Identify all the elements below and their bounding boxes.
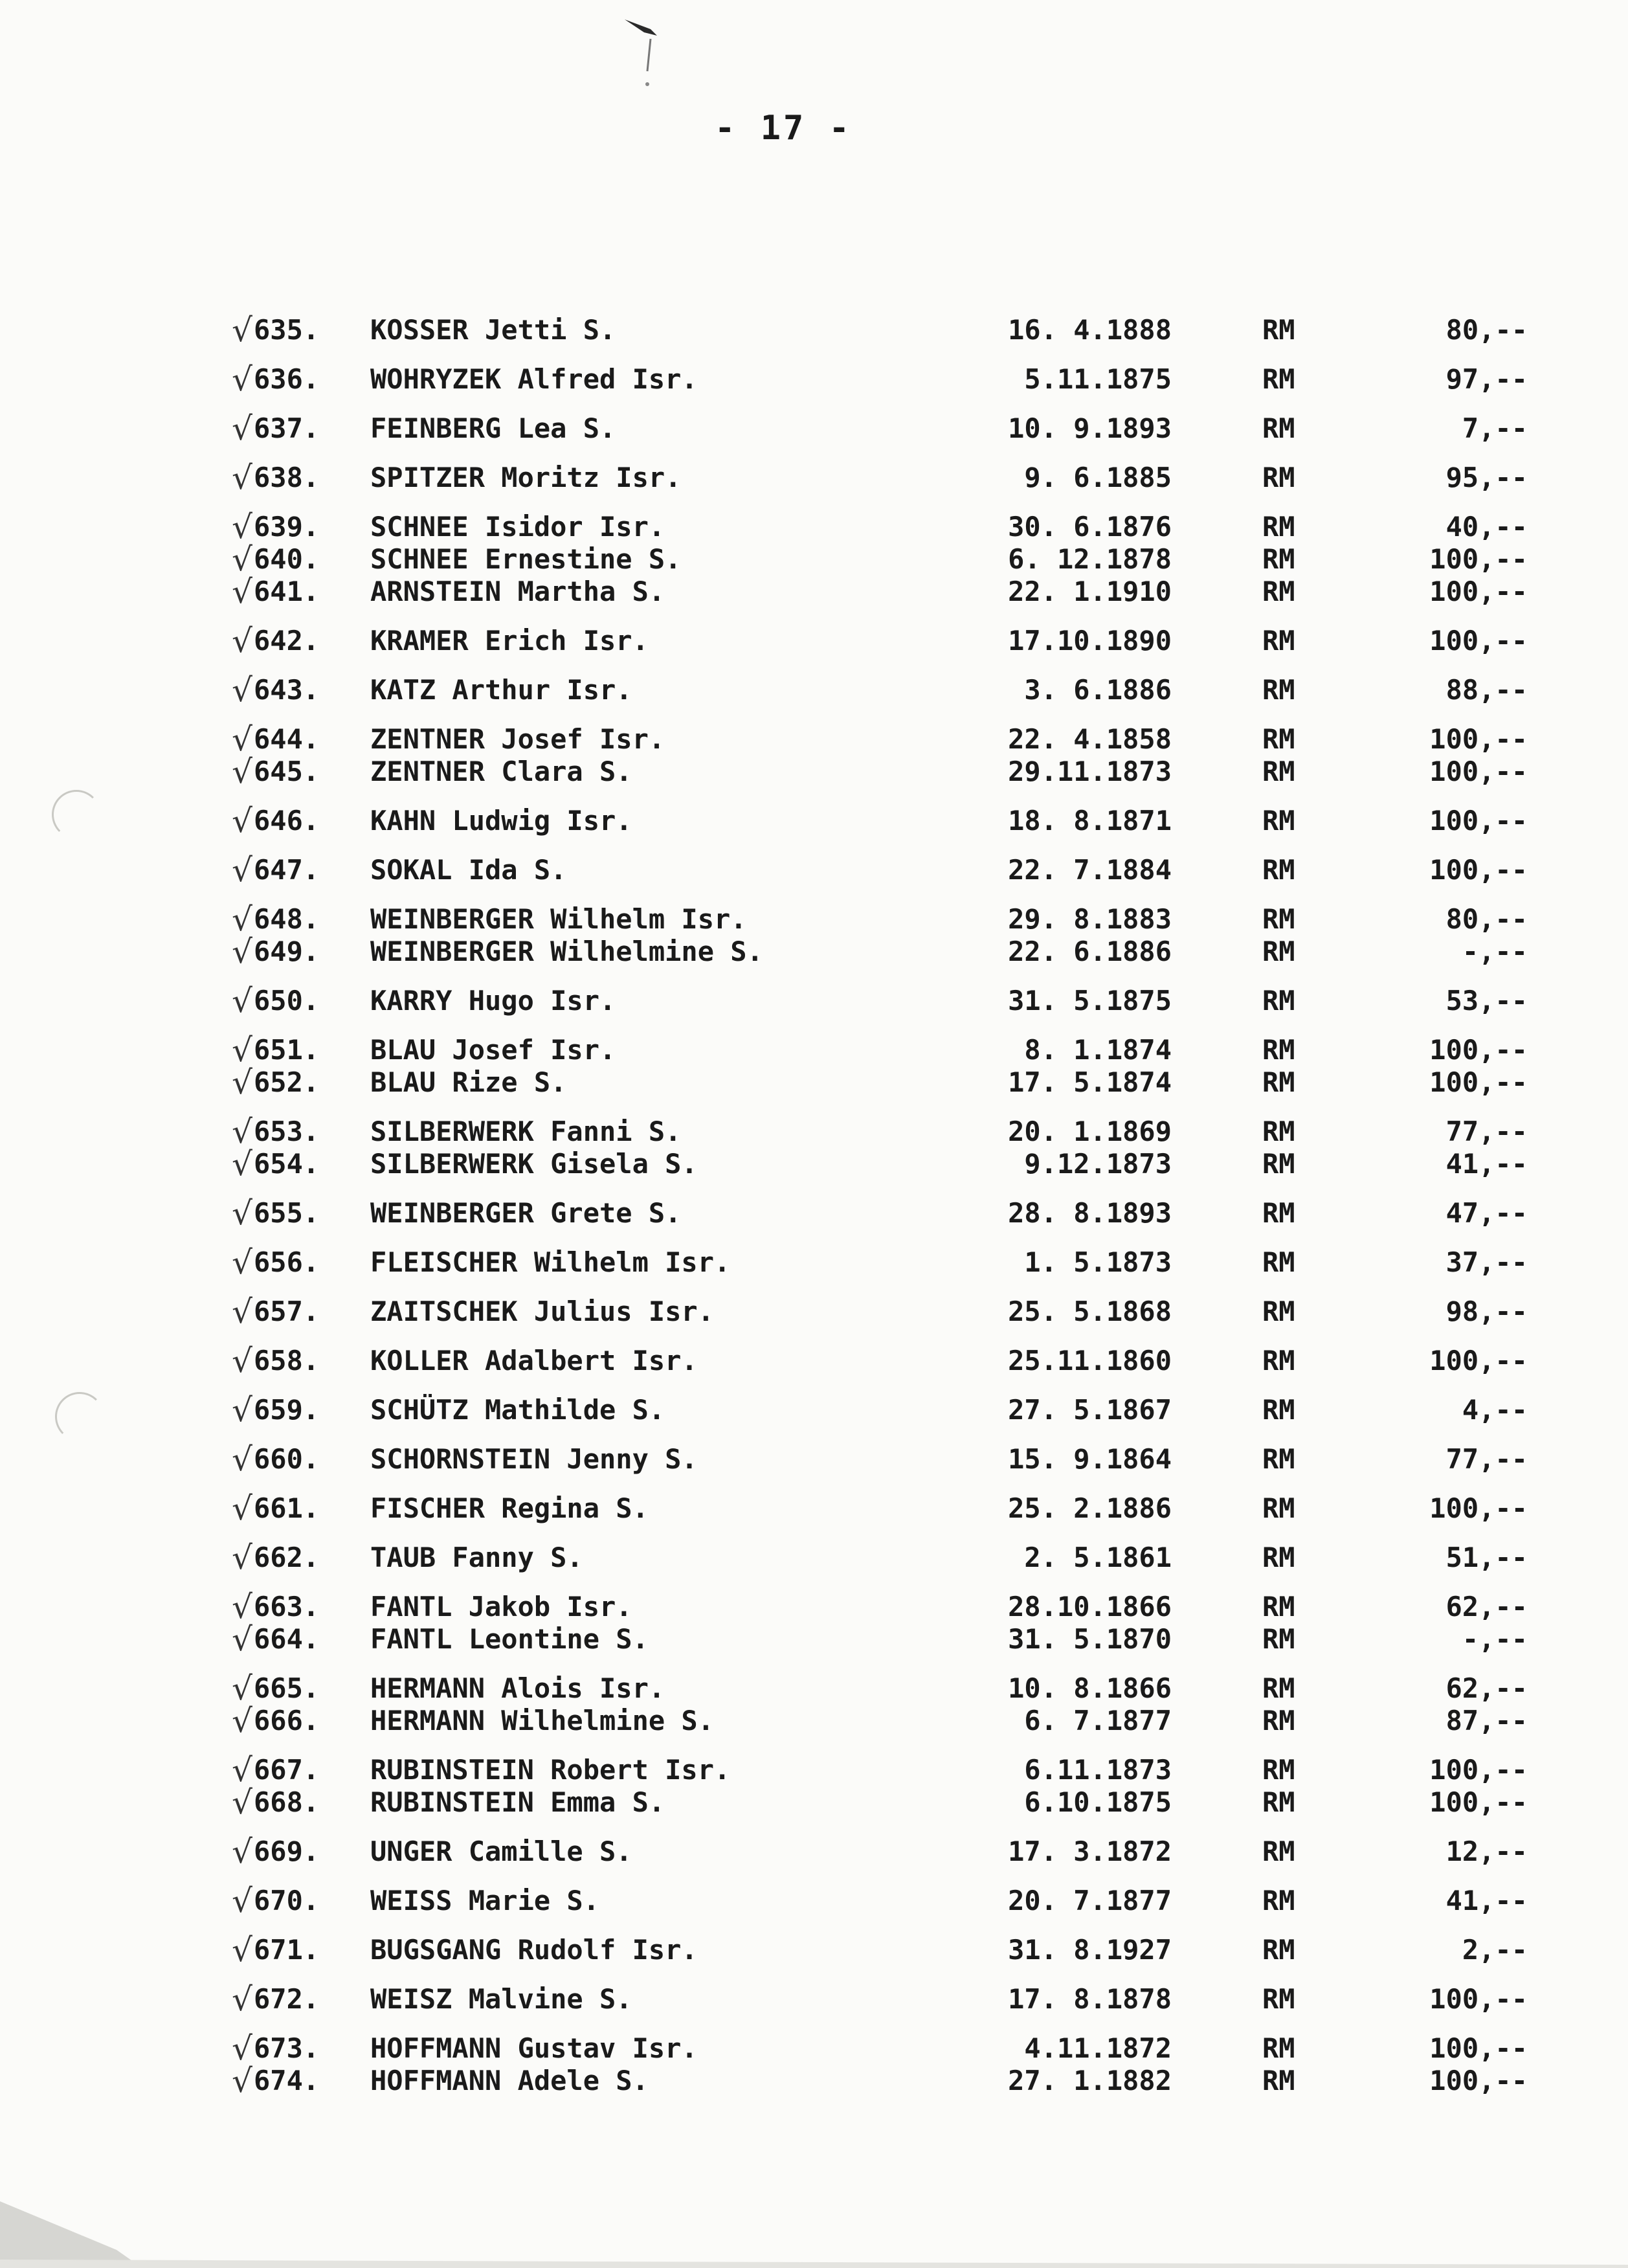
birth-date: 5.11.1875 [1024,363,1172,395]
person-name: BUGSGANG Rudolf Isr. [370,1934,698,1966]
amount-value: 12,-- [1445,1836,1528,1867]
amount-value: 100,-- [1429,1066,1528,1098]
currency-label: RM [1262,1705,1295,1736]
birth-date: 27. 5.1867 [1008,1394,1172,1426]
currency-label: RM [1262,1934,1295,1966]
currency-label: RM [1262,1983,1295,2015]
check-mark: √ [232,1621,252,1658]
birth-date: 9.12.1873 [1024,1148,1172,1180]
currency-label: RM [1262,462,1295,493]
birth-date: 29. 8.1883 [1008,903,1172,935]
currency-label: RM [1262,543,1295,575]
birth-date: 22. 4.1858 [1008,723,1172,755]
currency-label: RM [1262,2032,1295,2064]
currency-label: RM [1262,1623,1295,1655]
check-mark: √ [232,2062,252,2100]
table-row [0,901,1628,938]
currency-label: RM [1262,1786,1295,1818]
table-row [0,983,1628,1019]
currency-label: RM [1262,576,1295,607]
amount-value: 98,-- [1445,1296,1528,1327]
amount-value: 80,-- [1445,903,1528,935]
currency-label: RM [1262,805,1295,836]
currency-label: RM [1262,412,1295,444]
check-mark: √ [232,311,252,349]
amount-value: 100,-- [1429,1345,1528,1376]
entry-number: 656. [254,1246,320,1278]
person-name: ZENTNER Clara S. [370,756,632,787]
amount-value: 100,-- [1429,2032,1528,2064]
table-row [0,1064,1628,1101]
check-mark: √ [232,1195,252,1232]
table-row [0,934,1628,970]
currency-label: RM [1262,1345,1295,1376]
person-name: FANTL Leontine S. [370,1623,649,1655]
currency-label: RM [1262,723,1295,755]
person-name: SCHNEE Isidor Isr. [370,511,665,543]
amount-value: 100,-- [1429,1754,1528,1786]
person-name: FISCHER Regina S. [370,1492,649,1524]
person-name: KATZ Arthur Isr. [370,674,632,706]
currency-label: RM [1262,1885,1295,1916]
entry-number: 641. [254,576,320,607]
birth-date: 25. 2.1886 [1008,1492,1172,1524]
birth-date: 6. 12.1878 [1008,543,1172,575]
table-row [0,2063,1628,2099]
amount-value: 80,-- [1445,314,1528,346]
table-row [0,1490,1628,1527]
birth-date: 31. 5.1870 [1008,1623,1172,1655]
birth-date: 10. 8.1866 [1008,1672,1172,1704]
entry-number: 652. [254,1066,320,1098]
currency-label: RM [1262,1066,1295,1098]
amount-value: 100,-- [1429,1492,1528,1524]
check-mark: √ [232,1833,252,1870]
amount-value: 100,-- [1429,625,1528,657]
amount-value: 100,-- [1429,1786,1528,1818]
entry-number: 660. [254,1443,320,1475]
amount-value: 40,-- [1445,511,1528,543]
person-name: WEINBERGER Wilhelm Isr. [370,903,747,935]
table-row [0,803,1628,839]
amount-value: 95,-- [1445,462,1528,493]
entry-number: 649. [254,936,320,967]
birth-date: 6. 7.1877 [1024,1705,1172,1736]
entry-number: 635. [254,314,320,346]
birth-date: 6.10.1875 [1024,1786,1172,1818]
check-mark: √ [232,1931,252,1969]
person-name: HOFFMANN Gustav Isr. [370,2032,698,2064]
birth-date: 28.10.1866 [1008,1591,1172,1622]
person-name: SCHNEE Ernestine S. [370,543,682,575]
person-name: RUBINSTEIN Robert Isr. [370,1754,731,1786]
currency-label: RM [1262,511,1295,543]
table-row [0,1195,1628,1231]
entry-number: 638. [254,462,320,493]
table-row [0,574,1628,610]
check-mark: √ [232,753,252,791]
table-row [0,2030,1628,2067]
amount-value: 37,-- [1445,1246,1528,1278]
table-row [0,1621,1628,1657]
check-mark: √ [232,1441,252,1478]
person-name: SILBERWERK Gisela S. [370,1148,698,1180]
check-mark: √ [232,802,252,840]
person-name: KAHN Ludwig Isr. [370,805,632,836]
amount-value: 62,-- [1445,1591,1528,1622]
person-name: WEISS Marie S. [370,1885,600,1916]
birth-date: 25. 5.1868 [1008,1296,1172,1327]
check-mark: √ [232,508,252,546]
person-name: KRAMER Erich Isr. [370,625,649,657]
birth-date: 29.11.1873 [1008,756,1172,787]
check-mark: √ [232,721,252,758]
entry-number: 637. [254,412,320,444]
entry-number: 657. [254,1296,320,1327]
person-name: FEINBERG Lea S. [370,412,616,444]
table-row [0,541,1628,578]
currency-label: RM [1262,314,1295,346]
person-name: WEINBERGER Wilhelmine S. [370,936,763,967]
check-mark: √ [232,573,252,611]
currency-label: RM [1262,674,1295,706]
check-mark: √ [232,982,252,1020]
person-name: KOLLER Adalbert Isr. [370,1345,698,1376]
check-mark: √ [232,1244,252,1281]
person-name: SILBERWERK Fanni S. [370,1116,682,1147]
birth-date: 22. 1.1910 [1008,576,1172,607]
amount-value: -,-- [1462,1623,1528,1655]
person-name: SCHORNSTEIN Jenny S. [370,1443,698,1475]
currency-label: RM [1262,363,1295,395]
birth-date: 3. 6.1886 [1024,674,1172,706]
birth-date: 2. 5.1861 [1024,1542,1172,1573]
birth-date: 17. 3.1872 [1008,1836,1172,1867]
entry-number: 643. [254,674,320,706]
amount-value: 51,-- [1445,1542,1528,1573]
currency-label: RM [1262,1296,1295,1327]
amount-value: 2,-- [1462,1934,1528,1966]
amount-value: 47,-- [1445,1197,1528,1229]
entry-number: 662. [254,1542,320,1573]
birth-date: 31. 5.1875 [1008,985,1172,1016]
table-row [0,361,1628,398]
entry-number: 655. [254,1197,320,1229]
check-mark: √ [232,1981,252,2018]
check-mark: √ [232,1588,252,1626]
birth-date: 6.11.1873 [1024,1754,1172,1786]
entry-number: 653. [254,1116,320,1147]
amount-value: 41,-- [1445,1148,1528,1180]
table-row [0,1932,1628,1968]
entry-number: 671. [254,1934,320,1966]
birth-date: 30. 6.1876 [1008,511,1172,543]
entry-number: 658. [254,1345,320,1376]
amount-value: 4,-- [1462,1394,1528,1426]
birth-date: 16. 4.1888 [1008,314,1172,346]
table-row [0,1032,1628,1068]
check-mark: √ [232,1145,252,1183]
ink-smudge-mark [621,13,680,97]
entry-number: 668. [254,1786,320,1818]
amount-value: 77,-- [1445,1443,1528,1475]
currency-label: RM [1262,985,1295,1016]
currency-label: RM [1262,1542,1295,1573]
currency-label: RM [1262,1394,1295,1426]
check-mark: √ [232,1113,252,1151]
table-row [0,1883,1628,1919]
entry-number: 661. [254,1492,320,1524]
person-name: SOKAL Ida S. [370,854,567,886]
birth-date: 28. 8.1893 [1008,1197,1172,1229]
table-row [0,1392,1628,1428]
entry-number: 651. [254,1034,320,1066]
entry-number: 645. [254,756,320,787]
entry-number: 664. [254,1623,320,1655]
currency-label: RM [1262,854,1295,886]
birth-date: 18. 8.1871 [1008,805,1172,836]
check-mark: √ [232,1031,252,1069]
table-row [0,1540,1628,1576]
person-name: WOHRYZEK Alfred Isr. [370,363,698,395]
amount-value: 53,-- [1445,985,1528,1016]
birth-date: 17.10.1890 [1008,625,1172,657]
check-mark: √ [232,1670,252,1707]
table-row [0,1244,1628,1281]
check-mark: √ [232,2030,252,2067]
table-row [0,410,1628,447]
entry-number: 673. [254,2032,320,2064]
person-name: HERMANN Alois Isr. [370,1672,665,1704]
check-mark: √ [232,1702,252,1740]
person-name: FLEISCHER Wilhelm Isr. [370,1246,731,1278]
entry-number: 674. [254,2065,320,2096]
table-row [0,1146,1628,1182]
check-mark: √ [232,1490,252,1527]
birth-date: 1. 5.1873 [1024,1246,1172,1278]
birth-date: 10. 9.1893 [1008,412,1172,444]
birth-date: 17. 5.1874 [1008,1066,1172,1098]
table-row [0,312,1628,348]
check-mark: √ [232,1751,252,1789]
amount-value: 100,-- [1429,805,1528,836]
birth-date: 4.11.1872 [1024,2032,1172,2064]
table-row [0,1441,1628,1477]
entry-number: 667. [254,1754,320,1786]
currency-label: RM [1262,903,1295,935]
check-mark: √ [232,410,252,447]
check-mark: √ [232,1539,252,1577]
amount-value: 97,-- [1445,363,1528,395]
person-name: FANTL Jakob Isr. [370,1591,632,1622]
currency-label: RM [1262,1148,1295,1180]
currency-label: RM [1262,1116,1295,1147]
currency-label: RM [1262,1443,1295,1475]
check-mark: √ [232,671,252,709]
person-name: KARRY Hugo Isr. [370,985,616,1016]
currency-label: RM [1262,1034,1295,1066]
table-row [0,754,1628,790]
table-row [0,509,1628,545]
amount-value: 100,-- [1429,543,1528,575]
check-mark: √ [232,361,252,398]
entry-number: 654. [254,1148,320,1180]
entry-number: 670. [254,1885,320,1916]
person-name: WEISZ Malvine S. [370,1983,632,2015]
currency-label: RM [1262,1836,1295,1867]
entry-number: 666. [254,1705,320,1736]
page-number: - 17 - [715,109,852,148]
currency-label: RM [1262,1754,1295,1786]
person-name: SPITZER Moritz Isr. [370,462,682,493]
amount-value: 87,-- [1445,1705,1528,1736]
check-mark: √ [232,622,252,660]
birth-date: 9. 6.1885 [1024,462,1172,493]
check-mark: √ [232,1342,252,1380]
table-row [0,672,1628,708]
birth-date: 15. 9.1864 [1008,1443,1172,1475]
currency-label: RM [1262,936,1295,967]
table-row [0,623,1628,659]
table-row [0,1670,1628,1707]
person-name: KOSSER Jetti S. [370,314,616,346]
table-row [0,460,1628,496]
check-mark: √ [232,1882,252,1920]
currency-label: RM [1262,1672,1295,1704]
person-name: ZENTNER Josef Isr. [370,723,665,755]
person-name: BLAU Rize S. [370,1066,567,1098]
person-name: RUBINSTEIN Emma S. [370,1786,665,1818]
table-row [0,1589,1628,1625]
check-mark: √ [232,1784,252,1821]
entry-number: 644. [254,723,320,755]
person-name: TAUB Fanny S. [370,1542,583,1573]
amount-value: 41,-- [1445,1885,1528,1916]
person-name: SCHÜTZ Mathilde S. [370,1394,665,1426]
amount-value: 100,-- [1429,854,1528,886]
birth-date: 20. 7.1877 [1008,1885,1172,1916]
birth-date: 27. 1.1882 [1008,2065,1172,2096]
entry-number: 636. [254,363,320,395]
entry-number: 650. [254,985,320,1016]
currency-label: RM [1262,2065,1295,2096]
amount-value: 100,-- [1429,576,1528,607]
person-name: BLAU Josef Isr. [370,1034,616,1066]
birth-date: 22. 6.1886 [1008,936,1172,967]
check-mark: √ [232,1064,252,1101]
birth-date: 31. 8.1927 [1008,1934,1172,1966]
table-row [0,1703,1628,1739]
currency-label: RM [1262,1197,1295,1229]
amount-value: 100,-- [1429,723,1528,755]
amount-value: 62,-- [1445,1672,1528,1704]
amount-value: 7,-- [1462,412,1528,444]
table-row [0,1343,1628,1379]
entry-number: 672. [254,1983,320,2015]
entry-number: 639. [254,511,320,543]
currency-label: RM [1262,756,1295,787]
check-mark: √ [232,541,252,578]
table-row [0,1114,1628,1150]
person-name: WEINBERGER Grete S. [370,1197,682,1229]
amount-value: 100,-- [1429,2065,1528,2096]
entry-number: 646. [254,805,320,836]
entry-number: 659. [254,1394,320,1426]
currency-label: RM [1262,1492,1295,1524]
entry-number: 647. [254,854,320,886]
check-mark: √ [232,1293,252,1330]
person-name: HERMANN Wilhelmine S. [370,1705,715,1736]
check-mark: √ [232,901,252,938]
entry-number: 665. [254,1672,320,1704]
amount-value: 77,-- [1445,1116,1528,1147]
table-row [0,1981,1628,2017]
person-name: UNGER Camille S. [370,1836,632,1867]
birth-date: 25.11.1860 [1008,1345,1172,1376]
currency-label: RM [1262,1591,1295,1622]
table-row [0,1784,1628,1821]
person-name: HOFFMANN Adele S. [370,2065,649,2096]
amount-value: 100,-- [1429,1983,1528,2015]
check-mark: √ [232,1391,252,1429]
table-row [0,1752,1628,1788]
table-row [0,1834,1628,1870]
currency-label: RM [1262,625,1295,657]
birth-date: 22. 7.1884 [1008,854,1172,886]
table-row [0,852,1628,888]
person-name: ARNSTEIN Martha S. [370,576,665,607]
entry-number: 648. [254,903,320,935]
torn-page-edge [0,2188,1628,2268]
entry-number: 669. [254,1836,320,1867]
currency-label: RM [1262,1246,1295,1278]
person-name: ZAITSCHEK Julius Isr. [370,1296,715,1327]
amount-value: 100,-- [1429,756,1528,787]
check-mark: √ [232,851,252,889]
amount-value: -,-- [1462,936,1528,967]
table-row [0,721,1628,758]
check-mark: √ [232,933,252,971]
amount-value: 88,-- [1445,674,1528,706]
entry-number: 663. [254,1591,320,1622]
check-mark: √ [232,459,252,497]
birth-date: 8. 1.1874 [1024,1034,1172,1066]
entry-number: 640. [254,543,320,575]
table-row [0,1294,1628,1330]
birth-date: 17. 8.1878 [1008,1983,1172,2015]
birth-date: 20. 1.1869 [1008,1116,1172,1147]
entry-number: 642. [254,625,320,657]
amount-value: 100,-- [1429,1034,1528,1066]
